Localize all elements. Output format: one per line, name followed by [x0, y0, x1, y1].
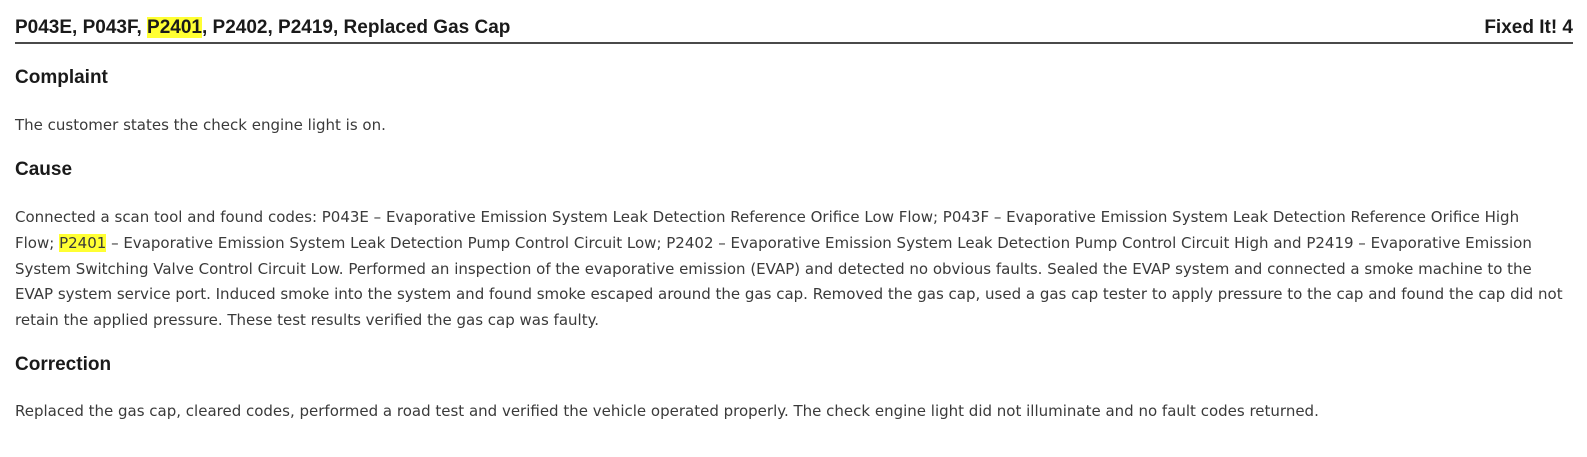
fixed-it-article	[15, 0, 1573, 420]
fixed-it-label: Fixed It! 4	[1484, 17, 1573, 38]
correction-body: Replaced the gas cap, cleared codes, performed a road test and verified the vehicle operated properly. The check engine light did not illuminate and no fault codes returned.	[15, 402, 1319, 420]
title-highlight-p2401: P2401	[147, 17, 202, 38]
complaint-body: The customer states the check engine light is on.	[15, 116, 386, 134]
complaint-heading: Complaint	[15, 67, 108, 88]
cause-text-2: – Evaporative Emission System Leak Detection Pump Control Circuit Low; P2402 – Evaporative Emission System Leak Detection Pump Control Circuit High and P2419 – Evaporative Emission System Switching Valve Control Circuit Low. Performed an inspection of the evaporative emission (EVAP) and detected no obvious faults. Sealed the EVAP system and connected a smoke machine to the EVAP system service port. Induced smoke into the system and found smoke escaped around the gas cap. Removed the gas cap, used a gas cap tester to apply pressure to the cap and found the cap did not retain the applied pressure. These test results verified the gas cap was faulty.	[15, 233, 1563, 330]
article-header	[15, 0, 1573, 44]
correction-heading: Correction	[15, 354, 112, 375]
article-title	[15, 17, 510, 39]
title-text-1: P043E, P043F,	[15, 17, 148, 38]
cause-body	[15, 205, 1563, 334]
cause-highlight-p2401: P2401	[59, 233, 107, 252]
cause-text-1: Connected a scan tool and found codes: P043E – Evaporative Emission System Leak Detection Reference Orifice Low Flow; P043F – Evaporative Emission System Leak Detection Reference Orifice High Flow;	[15, 208, 1520, 252]
title-text-2: , P2402, P2419, Replaced Gas Cap	[202, 17, 511, 38]
cause-heading: Cause	[15, 159, 73, 180]
